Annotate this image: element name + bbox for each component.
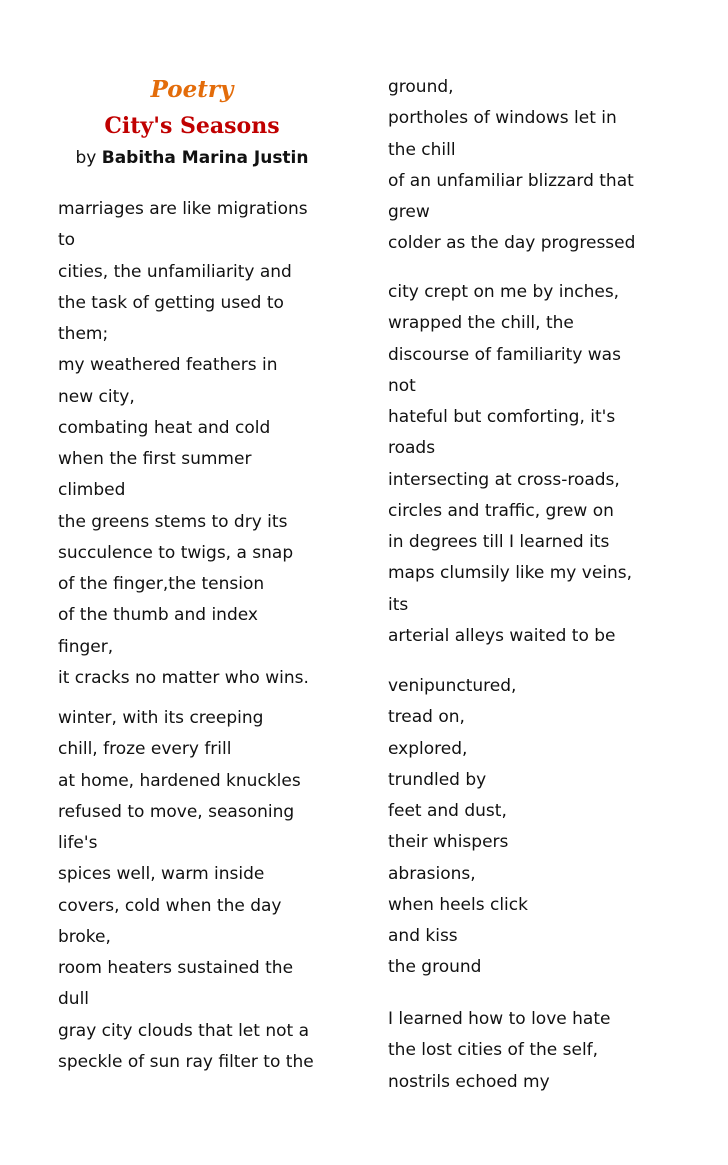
poem-line: them; bbox=[58, 324, 109, 344]
poem-line: dull bbox=[58, 989, 90, 1010]
poem-line: marriages are like migrations bbox=[58, 199, 308, 219]
poem-line: arterial alleys waited to be bbox=[388, 625, 616, 646]
poem-line: feet and dust, bbox=[388, 801, 507, 821]
poem-line: new city, bbox=[58, 386, 135, 407]
poem-line: grew bbox=[388, 202, 430, 222]
poem-line: life's bbox=[58, 833, 98, 853]
poem-line: finger, bbox=[58, 636, 114, 657]
poem-line: it cracks no matter who wins. bbox=[58, 667, 309, 688]
poem-line: the task of getting used to bbox=[58, 292, 284, 313]
poem-line: their whispers bbox=[388, 832, 509, 853]
poem-line: refused to move, seasoning bbox=[58, 801, 295, 822]
poem-line: cities, the unfamiliarity and bbox=[58, 261, 292, 282]
poem-line: intersecting at cross-roads, bbox=[388, 469, 620, 490]
poem-line: speckle of sun ray filter to the bbox=[58, 1051, 314, 1072]
poem-line: colder as the day progressed bbox=[388, 233, 636, 254]
poem-line: the ground bbox=[388, 957, 482, 978]
poem-line: climbed bbox=[58, 480, 126, 501]
poem-line: nostrils echoed my bbox=[388, 1071, 550, 1092]
stanza bbox=[388, 671, 528, 984]
poem-line: at home, hardened knuckles bbox=[58, 770, 301, 791]
stanza bbox=[388, 1004, 610, 1098]
poem-line: ground, bbox=[388, 77, 454, 97]
poem-line: of an unfamiliar blizzard that bbox=[388, 170, 634, 191]
byline bbox=[58, 143, 326, 173]
poem-line: circles and traffic, grew on bbox=[388, 500, 614, 521]
stanza bbox=[388, 72, 635, 260]
byline-prefix: by bbox=[75, 148, 97, 168]
poem-line: winter, with its creeping bbox=[58, 708, 264, 728]
author-name: Babitha Marina Justin bbox=[101, 148, 309, 168]
poem-line: in degrees till I learned its bbox=[388, 532, 610, 552]
poem-line: spices well, warm inside bbox=[58, 864, 265, 885]
poem-line: combating heat and cold bbox=[58, 417, 271, 438]
stanza bbox=[58, 703, 314, 1078]
poem-line: not bbox=[388, 375, 416, 396]
poem-line: succulence to twigs, a snap bbox=[58, 542, 294, 563]
poem-line: I learned how to love hate bbox=[388, 1009, 611, 1029]
stanza bbox=[388, 277, 632, 652]
poem-line: discourse of familiarity was bbox=[388, 344, 621, 365]
poem-line: hateful but comforting, it's bbox=[388, 407, 616, 427]
poem-line: wrapped the chill, the bbox=[388, 313, 574, 334]
poem-line: chill, froze every frill bbox=[58, 739, 232, 760]
poem-line: the lost cities of the self, bbox=[388, 1040, 599, 1061]
stanza bbox=[58, 194, 309, 694]
poem-line: the chill bbox=[388, 139, 456, 160]
poem-line: the greens stems to dry its bbox=[58, 511, 288, 532]
poem-line: of the thumb and index bbox=[58, 605, 258, 626]
poem-line: when the first summer bbox=[58, 449, 252, 469]
poem-title: City's Seasons bbox=[104, 113, 280, 139]
poem-line: venipunctured, bbox=[388, 676, 517, 696]
poem-line: my weathered feathers in bbox=[58, 355, 278, 376]
poem-line: to bbox=[58, 230, 76, 251]
poem-line: explored, bbox=[388, 738, 468, 759]
poem-line: and kiss bbox=[388, 926, 458, 946]
poem-line: its bbox=[388, 594, 409, 615]
poem-line: broke, bbox=[58, 926, 111, 947]
poem-line: roads bbox=[388, 438, 436, 459]
poem-line: city crept on me by inches, bbox=[388, 282, 620, 302]
poem-line: tread on, bbox=[388, 707, 465, 728]
poem-line: gray city clouds that let not a bbox=[58, 1020, 309, 1041]
poem-line: room heaters sustained the bbox=[58, 958, 294, 978]
poem-line: when heels click bbox=[388, 894, 528, 915]
poem-line: portholes of windows let in bbox=[388, 108, 617, 129]
section-label: Poetry bbox=[150, 76, 234, 103]
poem-line: trundled by bbox=[388, 769, 487, 790]
poem-line: of the finger,the tension bbox=[58, 574, 265, 594]
poem-line: abrasions, bbox=[388, 863, 476, 884]
poem-line: maps clumsily like my veins, bbox=[388, 563, 633, 584]
poem-line: covers, cold when the day bbox=[58, 895, 282, 916]
